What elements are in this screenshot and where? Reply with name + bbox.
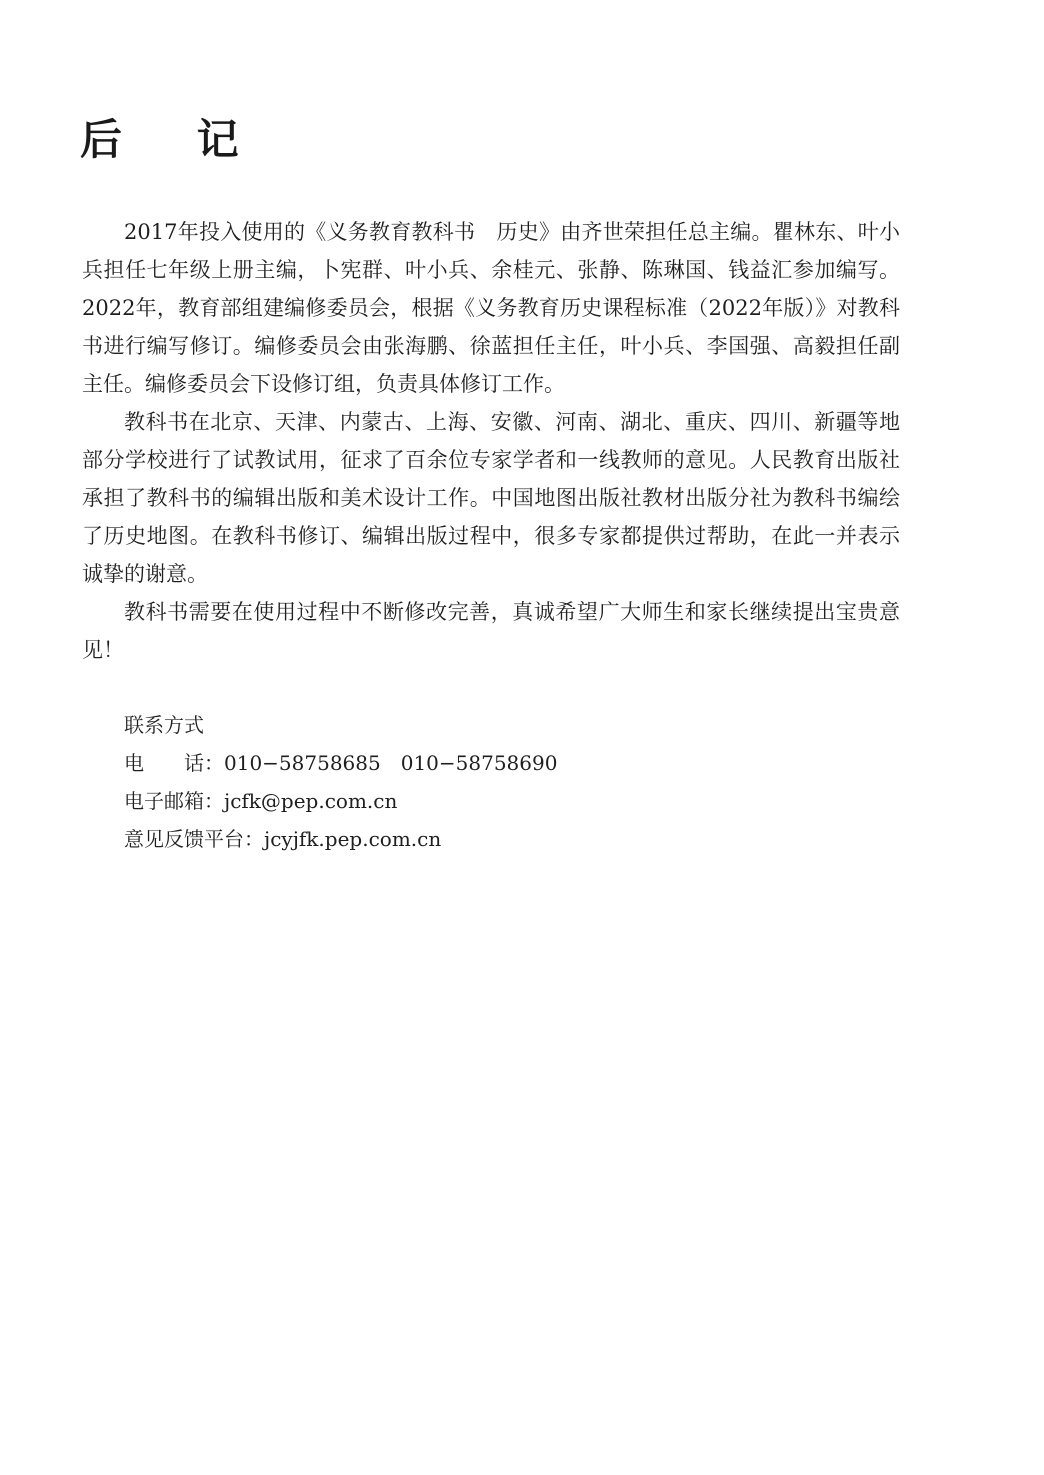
page-title: 后 记 [80,115,269,164]
afterword-body [82,213,900,669]
paragraph-acknowledgements: 教科书在北京、天津、内蒙古、上海、安徽、河南、湖北、重庆、四川、新疆等地部分学校进行了试教试用，征求了百余位专家学者和一线教师的意见。人民教育出版社承担了教科书的编辑出版和美术设计工作。中国地图出版社教材出版分社为教科书编绘了历史地图。在教科书修订、编辑出版过程中，很多专家都提供过帮助，在此一并表示诚挚的谢意。 [82,410,900,586]
contact-heading: 联系方式 [124,713,204,737]
contact-email: 电子邮箱：jcfk@pep.com.cn [124,789,398,813]
contact-phone: 电 话：010−58758685 010−58758690 [124,751,558,775]
contact-info [124,706,824,858]
contact-feedback-platform: 意见反馈平台：jcyjfk.pep.com.cn [124,827,442,851]
paragraph-authors: 2017年投入使用的《义务教育教科书 历史》由齐世荣担任总主编。瞿林东、叶小兵担任七年级上册主编，卜宪群、叶小兵、余桂元、张静、陈琳国、钱益汇参加编写。2022年，教育部组建编修委员会，根据《义务教育历史课程标准（2022年版）》对教科书进行编写修订。编修委员会由张海鹏、徐蓝担任主任，叶小兵、李国强、高毅担任副主任。编修委员会下设修订组，负责具体修订工作。 [82,220,900,396]
paragraph-feedback-request: 教科书需要在使用过程中不断修改完善，真诚希望广大师生和家长继续提出宝贵意见！ [82,600,900,662]
